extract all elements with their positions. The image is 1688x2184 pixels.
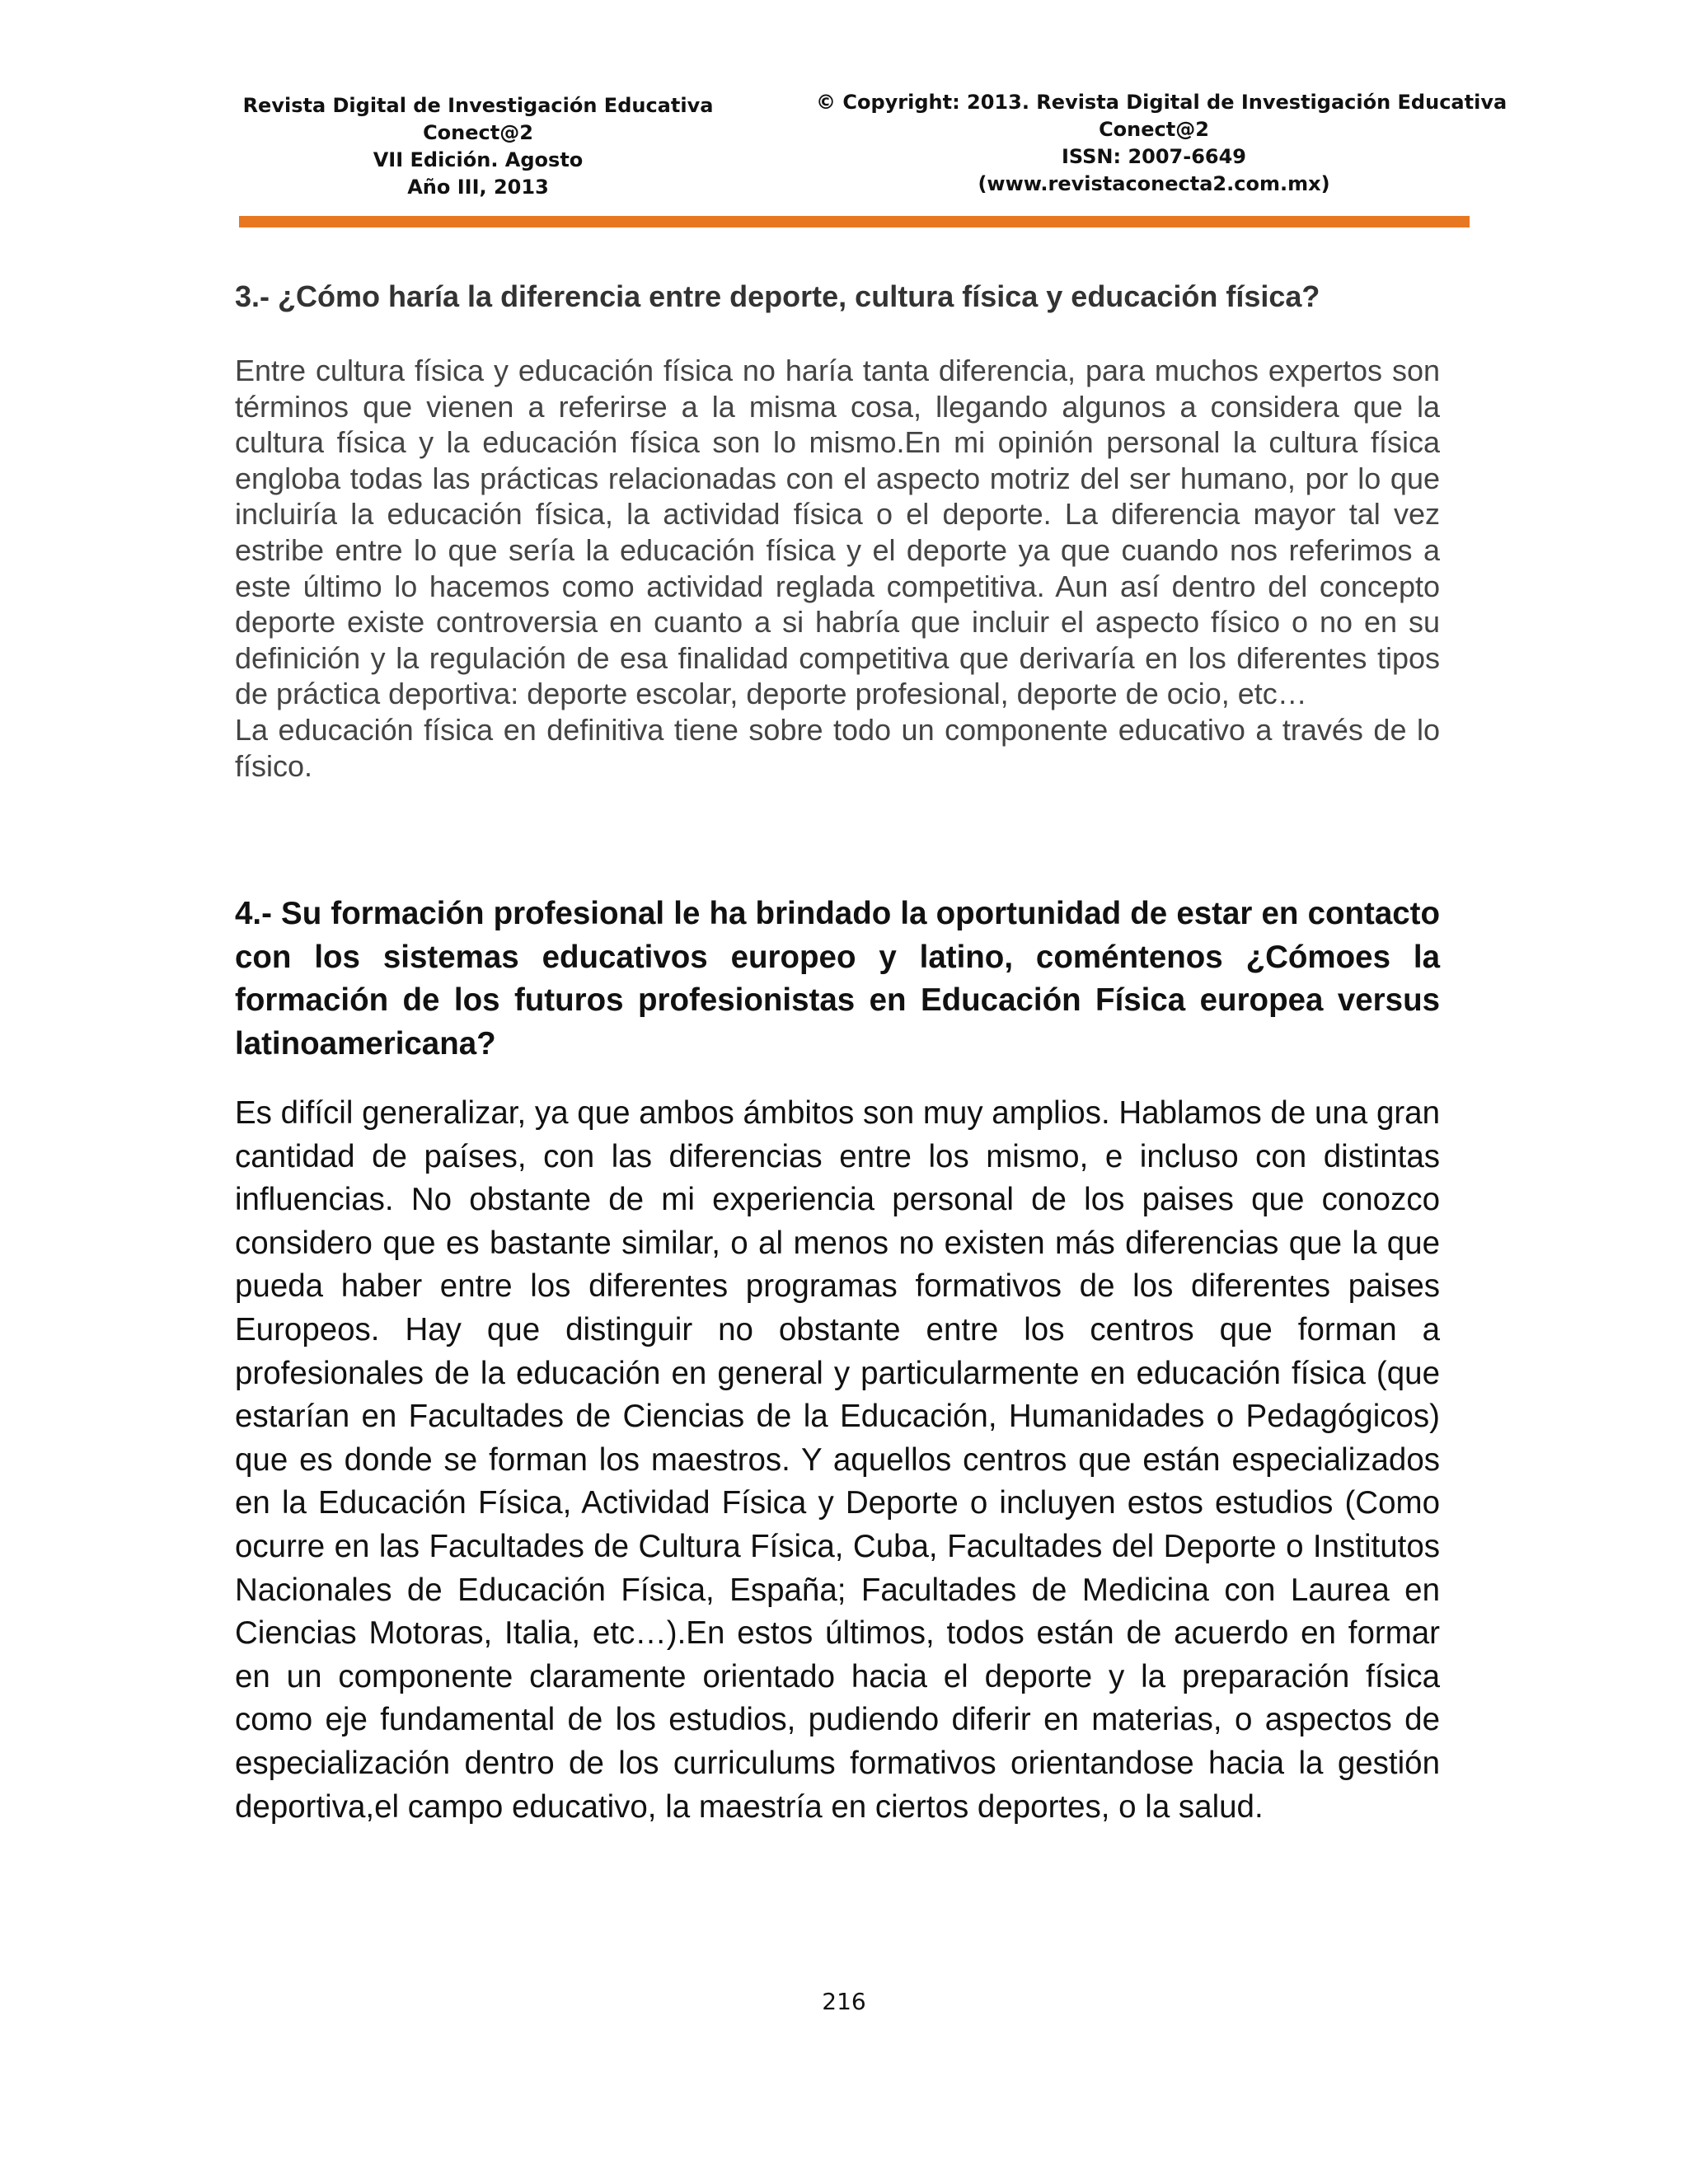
copyright-line: © Copyright: 2013. Revista Digital de Investigación Educativa (816, 91, 1507, 114)
journal-name-right: Conect@2 (1099, 118, 1209, 141)
issn: ISSN: 2007-6649 (1061, 145, 1246, 168)
journal-header-left (239, 92, 717, 201)
header-divider (239, 216, 1470, 227)
edition: VII Edición. Agosto (373, 148, 584, 171)
answer-3-paragraph: Entre cultura física y educación física no haría tanta diferencia, para muchos expertos son términos que vienen a referirse a la misma cosa, llegando algunos a considera que la cultura física y la educación física son lo mismo.En mi opinión personal la cultura física engloba todas las prácticas relacionadas con el aspecto motriz del ser humano, por lo que incluiría la educación física, la actividad física o el deporte. La diferencia mayor tal vez estribe entre lo que sería la educación física y el deporte ya que cuando nos referimos a este último lo hacemos como actividad reglada competitiva. Aun así dentro del concepto deporte existe controversia en cuanto a si habría que incluir el aspecto físico o no en su definición y la regulación de esa finalidad competitiva que derivaría en los diferentes tipos de práctica deportiva: deporte escolar, deporte profesional, deporte de ocio, etc… (235, 354, 1440, 711)
answer-3 (235, 353, 1440, 784)
journal-website: (www.revistaconecta2.com.mx) (978, 172, 1330, 195)
year: Año III, 2013 (407, 176, 549, 199)
answer-4: Es difícil generalizar, ya que ambos ámbitos son muy amplios. Hablamos de una gran cantidad de países, con las diferencias entre los mismo, e incluso con distintas influencias. No obstante de mi experiencia personal de los paises que conozco considero que es bastante similar, o al menos no existen más diferencias que la que pueda haber entre los diferentes programas formativos de los diferentes paises Europeos. Hay que distinguir no obstante entre los centros que forman a profesionales de la educación en general y particularmente en educación física (que estarían en Facultades de Ciencias de la Educación, Humanidades o Pedagógicos) que es donde se forman los maestros. Y aquellos centros que están especializados en la Educación Física, Actividad Física y Deporte o incluyen estos estudios (Como ocurre en las Facultades de Cultura Física, Cuba, Facultades del Deporte o Institutos Nacionales de Educación Física, España; Facultades de Medicina con Laurea en Ciencias Motoras, Italia, etc…).En estos últimos, todos están de acuerdo en formar en un componente claramente orientado hacia el deporte y la preparación física como eje fundamental de los estudios, pudiendo diferir en materias, o aspectos de especialización dentro de los curriculums formativos orientandose hacia la gestión deportiva,el campo educativo, la maestría en ciertos deportes, o la salud. (235, 1095, 1440, 1825)
journal-name: Conect@2 (423, 121, 533, 144)
journal-title: Revista Digital de Investigación Educativa (242, 94, 714, 117)
question-4-heading: 4.- Su formación profesional le ha brindado la oportunidad de estar en contacto con los sistemas educativos europeo y latino, coméntenos ¿Cómoes la formación de los futuros profesionistas en Educación Física europea versus latinoamericana? (235, 896, 1440, 1062)
answer-3-paragraph: La educación física en definitiva tiene sobre todo un componente educativo a través de lo físico. (235, 712, 1440, 783)
question-3-heading: 3.- ¿Cómo haría la diferencia entre deporte, cultura física y educación física? (235, 279, 1320, 313)
page-number: 216 (822, 1988, 866, 2015)
journal-header-right (816, 89, 1507, 198)
